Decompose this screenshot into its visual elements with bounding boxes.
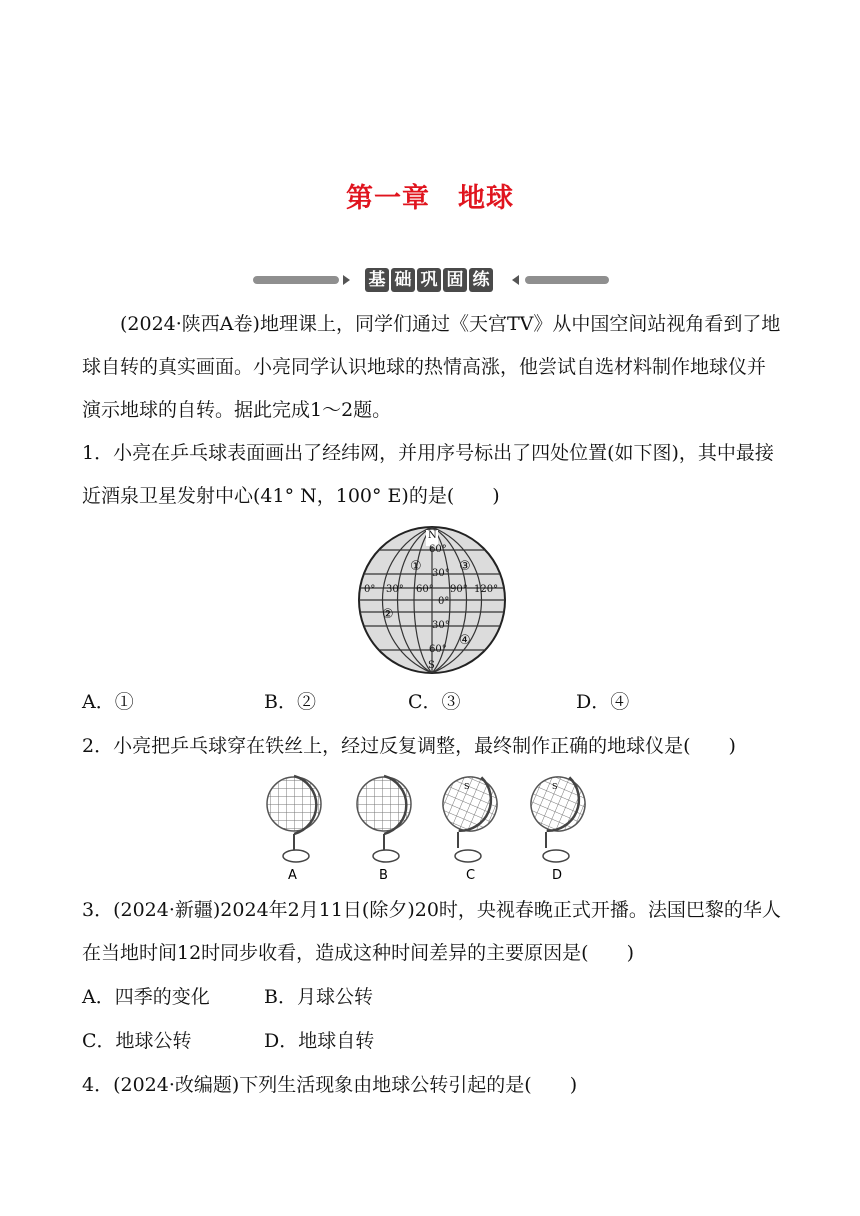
banner-char: 练 (469, 268, 493, 292)
lat-60n-label: 60° (429, 544, 447, 555)
lat-30s-label: 30° (432, 620, 450, 631)
banner-char: 巩 (417, 268, 441, 292)
banner-char: 固 (443, 268, 467, 292)
page-title: 第一章 地球 (346, 183, 514, 214)
label-b: B (379, 868, 388, 882)
globe-model-c (434, 772, 506, 882)
globe-model-d (522, 772, 594, 882)
option-d[interactable]: D．④ (576, 691, 630, 713)
question-1-text: 1．小亮在乒乓球表面画出了经纬网，并用序号标出了四处位置(如下图)，其中最接近酒泉卫星发射中心(41° N，100° E)的是( ) (82, 442, 774, 507)
lon-60-label: 60° (416, 584, 434, 595)
marker-2: ② (382, 607, 394, 622)
globe-models-figure (262, 772, 596, 882)
banner-bar-left (253, 276, 339, 284)
lon-90-label: 90° (450, 584, 468, 595)
lat-60s-label: 60° (429, 644, 447, 655)
banner-bar-right (525, 276, 609, 284)
lon-120-label: 120° (474, 584, 499, 595)
south-pole-label: S (428, 660, 435, 671)
question-1-options (82, 687, 782, 717)
question-4-text: 4．(2024·改编题)下列生活现象由地球公转引起的是( ) (82, 1074, 578, 1096)
lat-30n-label: 30° (432, 568, 450, 579)
banner-arrow-left-icon (512, 275, 519, 285)
option-a[interactable]: A．四季的变化 (82, 986, 210, 1008)
option-a[interactable]: A．① (82, 691, 134, 713)
question-2-text: 2．小亮把乒乓球穿在铁丝上，经过反复调整，最终制作正确的地球仪是( ) (82, 735, 736, 757)
pole-label-d: S (552, 782, 558, 791)
pole-label-c: S (464, 782, 470, 791)
graticule-globe-figure (356, 524, 508, 676)
question-3-options-row-1 (82, 982, 782, 1012)
marker-4: ④ (459, 633, 471, 648)
lon-30-label: 30° (386, 584, 404, 595)
globe-model-a (267, 776, 321, 882)
option-b[interactable]: B．② (264, 691, 316, 713)
equator-label: 0° (438, 596, 450, 607)
marker-3: ③ (459, 559, 471, 574)
option-d[interactable]: D．地球自转 (264, 1030, 375, 1052)
globe-model-b (357, 776, 411, 882)
section-banner (253, 268, 609, 292)
label-a: A (288, 868, 297, 882)
label-d: D (552, 868, 563, 882)
banner-char: 基 (365, 268, 389, 292)
banner-label (365, 268, 493, 292)
north-pole-label: N (428, 530, 437, 541)
option-b[interactable]: B．月球公转 (264, 986, 373, 1008)
option-c[interactable]: C．③ (408, 691, 461, 713)
question-3-options-row-2 (82, 1026, 782, 1056)
intro-paragraph: (2024·陕西A卷)地理课上，同学们通过《天宫TV》从中国空间站视角看到了地球自转的真实画面。小亮同学认识地球的热情高涨，他尝试自选材料制作地球仪并演示地球的自转。据此完成1～2题。 (82, 313, 781, 421)
marker-1: ① (410, 559, 422, 574)
label-c: C (466, 868, 476, 882)
option-c[interactable]: C．地球公转 (82, 1030, 192, 1052)
lon-0-label: 0° (364, 584, 376, 595)
banner-arrow-right-icon (343, 275, 350, 285)
question-3-text: 3．(2024·新疆)2024年2月11日(除夕)20时，央视春晚正式开播。法国巴黎的华人在当地时间12时同步收看，造成这种时间差异的主要原因是( ) (82, 899, 781, 964)
banner-char: 础 (391, 268, 415, 292)
